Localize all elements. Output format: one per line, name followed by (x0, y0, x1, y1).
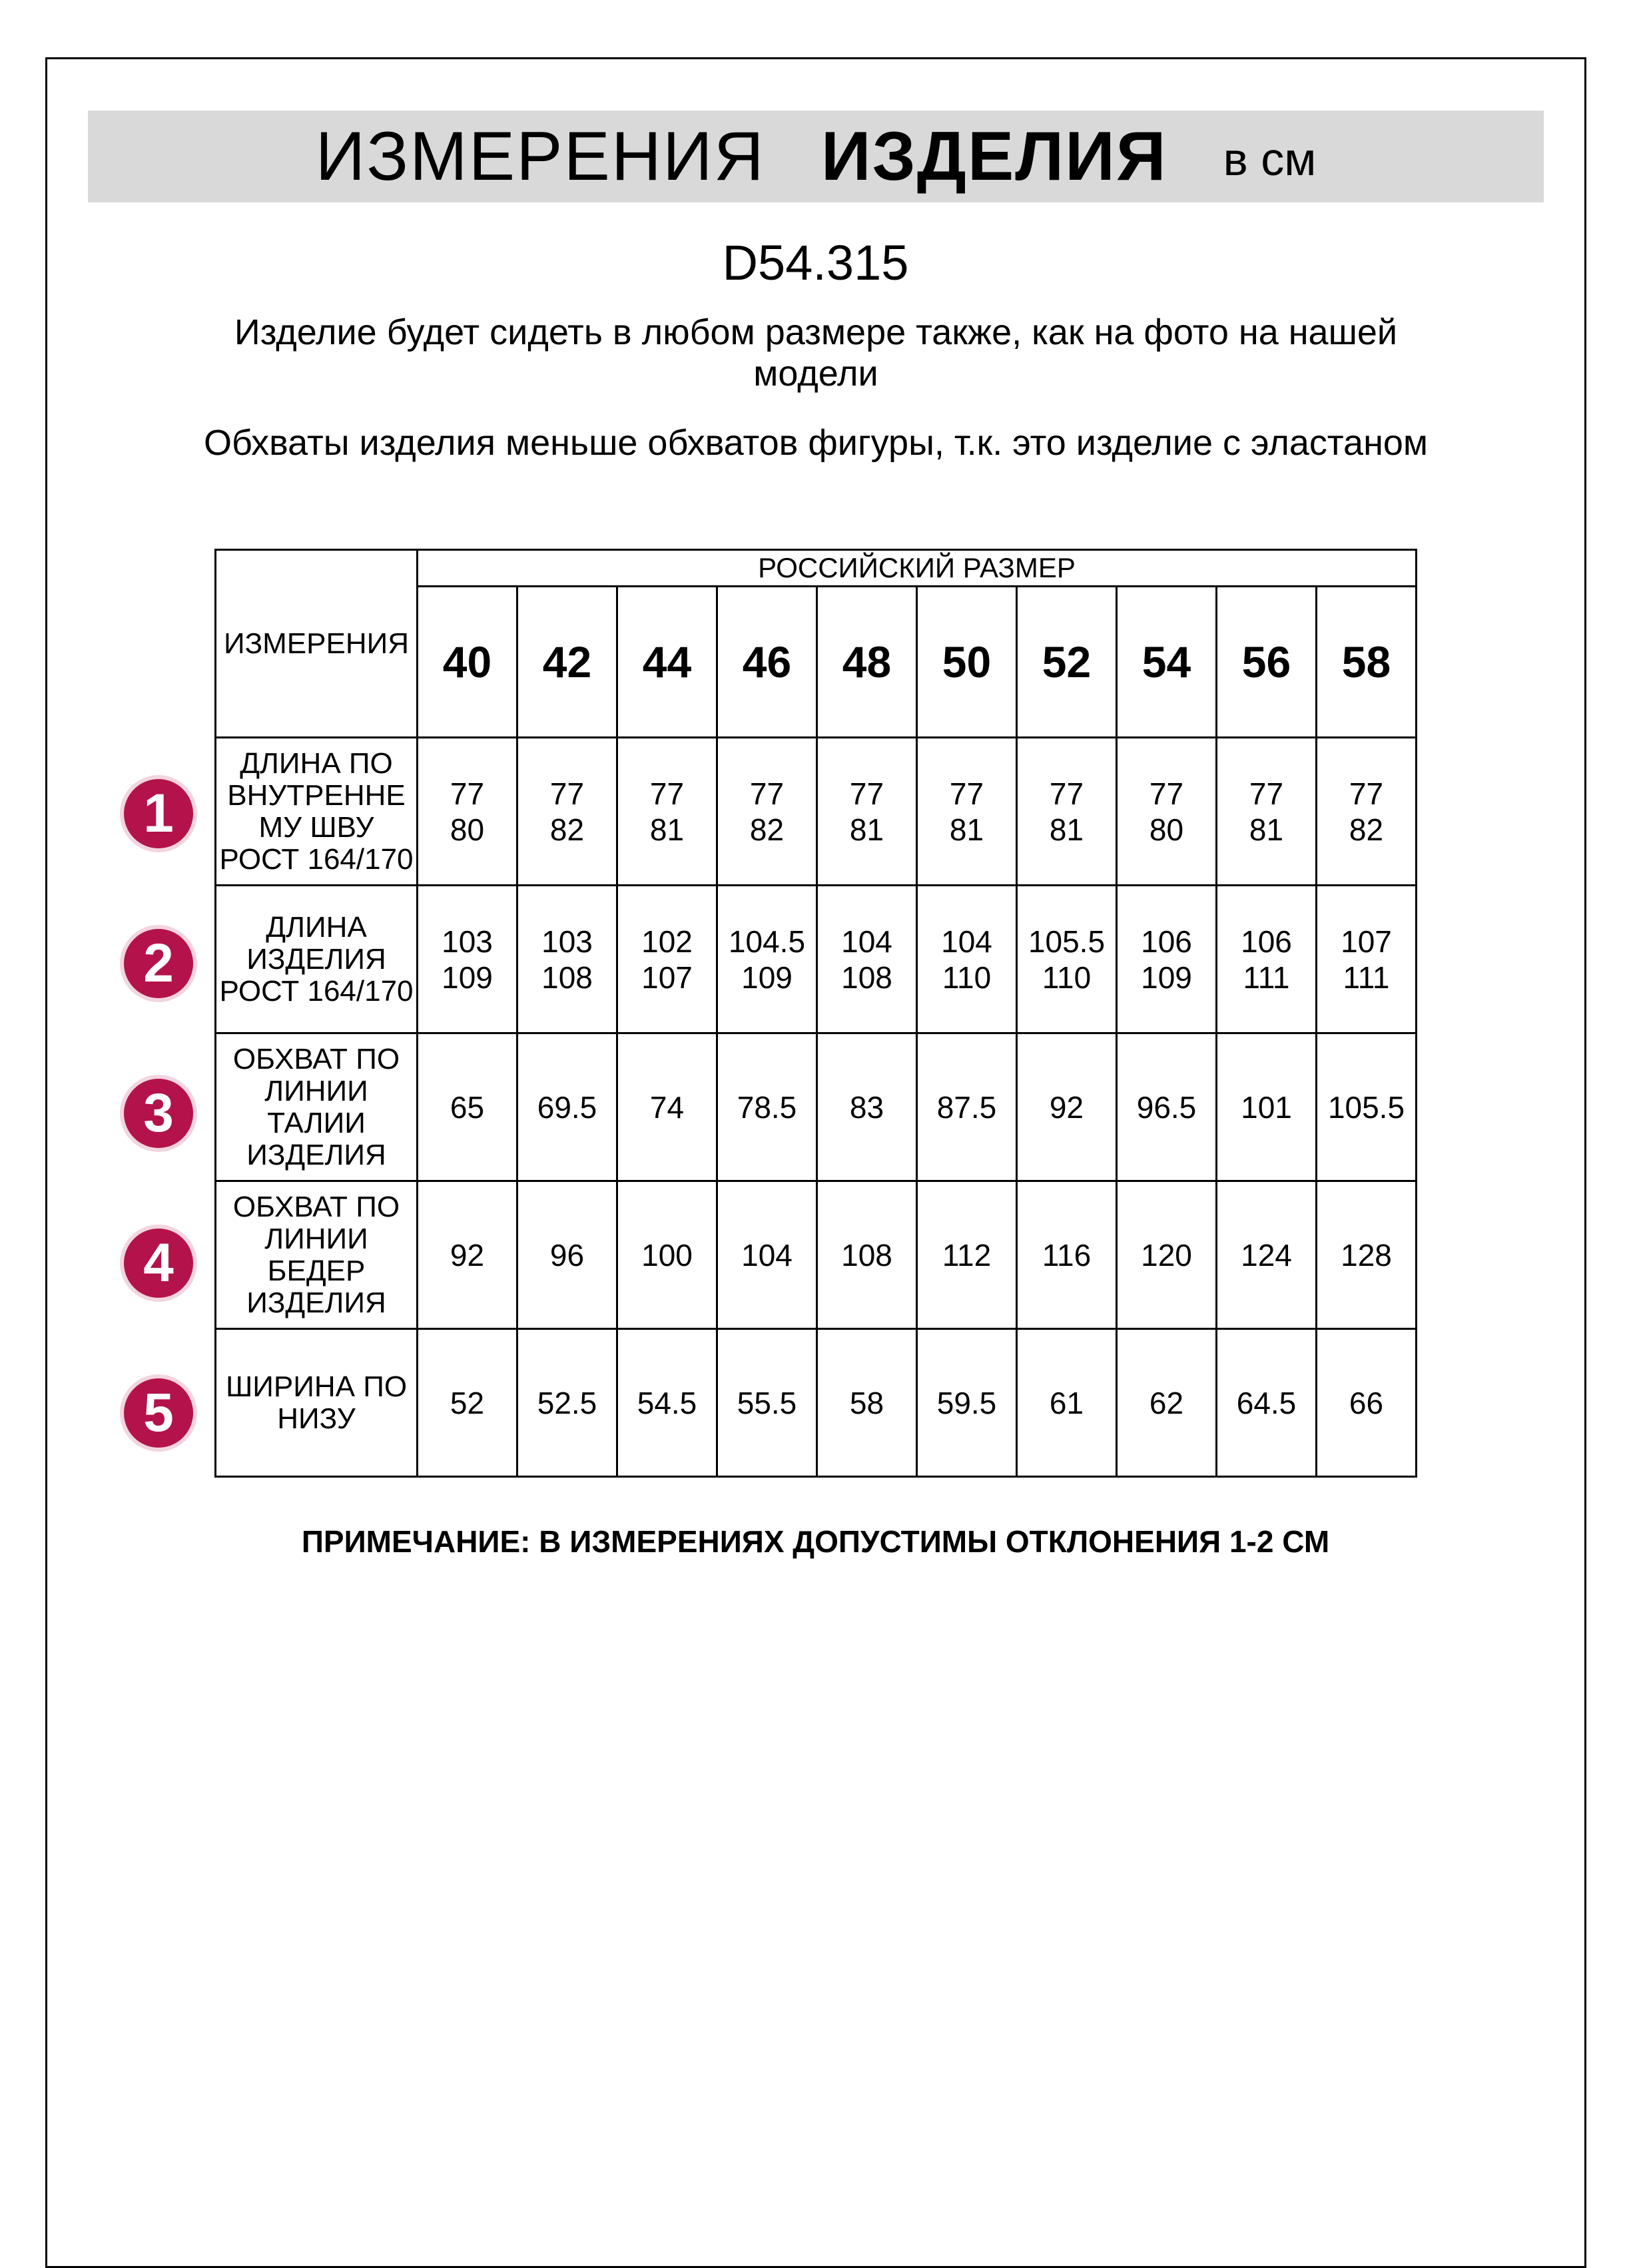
value-line: 128 (1341, 1237, 1392, 1273)
group-header: РОССИЙСКИЙ РАЗМЕР (418, 550, 1417, 587)
value-cell (1117, 886, 1217, 1033)
value-cell (717, 886, 817, 1033)
row-number-badge: 3 (120, 1075, 197, 1152)
value-line: 62 (1149, 1385, 1184, 1420)
size-table (214, 549, 1417, 1478)
size-header-46: 46 (717, 587, 817, 738)
value-line: 116 (1042, 1237, 1092, 1273)
value-cell (717, 1033, 817, 1181)
value-cell (1317, 738, 1417, 886)
row-label-line: ДЛИНА (266, 910, 367, 944)
value-line: 81 (649, 812, 685, 847)
corner-label: ИЗМЕРЕНИЯ (216, 550, 418, 738)
value-cell (1317, 886, 1417, 1033)
value-line: 77 (949, 776, 984, 811)
title-regular: ИЗМЕРЕНИЯ (315, 117, 765, 195)
value-cell (1317, 1329, 1417, 1477)
value-line: 83 (849, 1089, 884, 1125)
value-line: 108 (841, 960, 892, 995)
value-line: 65 (450, 1089, 485, 1125)
value-cell (1017, 1329, 1117, 1477)
value-line: 111 (1243, 960, 1290, 995)
value-cell (418, 886, 517, 1033)
value-cell (1217, 1181, 1317, 1329)
value-cell (1117, 1329, 1217, 1477)
table-row (216, 738, 1417, 886)
size-header-58: 58 (1317, 587, 1417, 738)
value-cell (1217, 886, 1317, 1033)
value-cell (517, 1329, 617, 1477)
value-line: 77 (1049, 776, 1084, 811)
value-line: 105.5 (1028, 924, 1106, 959)
value-cell (817, 1033, 917, 1181)
value-line: 107 (641, 960, 693, 995)
value-cell (418, 738, 517, 886)
value-line: 102 (641, 924, 693, 959)
value-line: 109 (741, 960, 793, 995)
value-cell (1317, 1033, 1417, 1181)
row-label-line: ТАЛИИ (267, 1106, 366, 1139)
value-line: 77 (1349, 776, 1384, 811)
table-row (216, 1181, 1417, 1329)
value-cell (717, 1181, 817, 1329)
row-label-line: ЛИНИИ (264, 1074, 368, 1107)
value-line: 77 (849, 776, 884, 811)
value-line: 54.5 (637, 1385, 697, 1420)
value-cell (1117, 1181, 1217, 1329)
value-line: 64.5 (1236, 1385, 1297, 1420)
value-line: 59.5 (936, 1385, 997, 1420)
value-cell (1217, 1033, 1317, 1181)
value-line: 77 (549, 776, 585, 811)
value-cell (617, 1033, 717, 1181)
value-cell (517, 1181, 617, 1329)
size-header-52: 52 (1017, 587, 1117, 738)
value-cell (418, 1181, 517, 1329)
row-number-badge: 4 (120, 1225, 197, 1302)
value-line: 81 (1249, 812, 1284, 847)
value-line: 58 (849, 1385, 884, 1420)
title-bold: ИЗДЕЛИЯ (820, 117, 1167, 195)
value-line: 101 (1241, 1089, 1292, 1125)
row-label-line: ИЗДЕЛИЯ (246, 1286, 386, 1319)
row-number-badge: 2 (120, 925, 197, 1002)
value-line: 80 (1149, 812, 1184, 847)
value-line: 77 (1249, 776, 1284, 811)
value-line: 52 (450, 1385, 485, 1420)
value-line: 81 (949, 812, 984, 847)
value-line: 106 (1241, 924, 1292, 959)
value-line: 111 (1343, 960, 1390, 995)
value-line: 110 (942, 960, 992, 995)
row-label-line: ИЗДЕЛИЯ (246, 1138, 386, 1171)
value-line: 77 (1149, 776, 1184, 811)
value-line: 112 (942, 1237, 992, 1273)
value-cell (517, 1033, 617, 1181)
value-line: 82 (549, 812, 585, 847)
value-cell (1017, 1033, 1117, 1181)
value-line: 92 (450, 1237, 485, 1273)
value-cell (1017, 886, 1117, 1033)
row-label (216, 1329, 418, 1477)
value-cell (717, 738, 817, 886)
value-cell (717, 1329, 817, 1477)
product-code: D54.315 (722, 235, 909, 290)
value-line: 87.5 (936, 1089, 997, 1125)
value-line: 78.5 (737, 1089, 797, 1125)
value-line: 77 (749, 776, 785, 811)
title-band (88, 111, 1544, 202)
elastane-note: Обхваты изделия меньше обхватов фигуры, т.к. это изделие с эластаном (203, 423, 1429, 463)
table-row (216, 1033, 1417, 1181)
value-line: 81 (1049, 812, 1084, 847)
size-header-42: 42 (517, 587, 617, 738)
row-label-line: РОСТ 164/170 (219, 842, 414, 876)
value-cell (617, 886, 717, 1033)
title-unit: в см (1223, 133, 1317, 185)
value-line: 55.5 (737, 1385, 797, 1420)
value-cell (617, 1329, 717, 1477)
value-cell (1217, 738, 1317, 886)
value-line: 96.5 (1136, 1089, 1197, 1125)
value-cell (817, 738, 917, 886)
value-cell (917, 886, 1017, 1033)
value-line: 61 (1049, 1385, 1084, 1420)
value-line: 66 (1349, 1385, 1384, 1420)
value-cell (917, 1329, 1017, 1477)
size-header-40: 40 (418, 587, 517, 738)
value-line: 109 (442, 960, 493, 995)
value-line: 105.5 (1327, 1089, 1405, 1125)
row-label-line: ШИРИНА ПО (225, 1370, 408, 1403)
tolerance-footnote: ПРИМЕЧАНИЕ: В ИЗМЕРЕНИЯХ ДОПУСТИМЫ ОТКЛОНЕНИЯ 1-2 СМ (301, 1524, 1330, 1559)
value-line: 104 (941, 924, 992, 959)
row-label-line: ЛИНИИ (264, 1222, 368, 1255)
row-number-badge: 5 (120, 1374, 197, 1452)
value-cell (1017, 738, 1117, 886)
value-line: 104.5 (728, 924, 806, 959)
row-label-line: ВНУТРЕННЕ (227, 778, 406, 812)
value-line: 52.5 (537, 1385, 597, 1420)
value-line: 107 (1341, 924, 1392, 959)
table-row (216, 1329, 1417, 1477)
value-cell (917, 1033, 1017, 1181)
value-line: 96 (549, 1237, 585, 1273)
value-line: 103 (541, 924, 593, 959)
value-line: 82 (749, 812, 785, 847)
row-label-line: МУ ШВУ (258, 810, 374, 844)
value-line: 108 (541, 960, 593, 995)
value-line: 74 (649, 1089, 685, 1125)
row-number-badge: 1 (120, 775, 197, 852)
value-line: 69.5 (537, 1089, 597, 1125)
value-cell (617, 1181, 717, 1329)
value-line: 104 (841, 924, 892, 959)
size-header-50: 50 (917, 587, 1017, 738)
value-cell (1117, 738, 1217, 886)
value-line: 109 (1141, 960, 1192, 995)
value-cell (817, 886, 917, 1033)
value-cell (1017, 1181, 1117, 1329)
fit-note: Изделие будет сидеть в любом размере также, как на фото на нашей модели (234, 312, 1398, 394)
value-cell (917, 1181, 1017, 1329)
row-label-line: ДЛИНА ПО (240, 746, 393, 780)
value-line: 100 (641, 1237, 693, 1273)
value-cell (617, 738, 717, 886)
row-label-line: РОСТ 164/170 (219, 974, 414, 1007)
size-header-48: 48 (817, 587, 917, 738)
value-line: 77 (450, 776, 485, 811)
row-label (216, 886, 418, 1033)
value-cell (817, 1181, 917, 1329)
value-line: 106 (1141, 924, 1192, 959)
row-label (216, 1033, 418, 1181)
size-header-54: 54 (1117, 587, 1217, 738)
value-line: 120 (1141, 1237, 1192, 1273)
value-cell (1117, 1033, 1217, 1181)
row-label-line: ИЗДЕЛИЯ (246, 942, 386, 976)
row-label (216, 1181, 418, 1329)
value-line: 82 (1349, 812, 1384, 847)
size-header-44: 44 (617, 587, 717, 738)
row-label (216, 738, 418, 886)
row-label-line: НИЗУ (277, 1402, 356, 1435)
value-line: 108 (841, 1237, 892, 1273)
row-label-line: ОБХВАТ ПО (232, 1190, 400, 1223)
row-label-line: БЕДЕР (267, 1254, 366, 1287)
row-label-line: ОБХВАТ ПО (232, 1042, 400, 1075)
value-line: 77 (649, 776, 685, 811)
value-cell (1317, 1181, 1417, 1329)
value-cell (517, 886, 617, 1033)
value-cell (418, 1033, 517, 1181)
value-line: 92 (1049, 1089, 1084, 1125)
value-line: 81 (849, 812, 884, 847)
value-cell (917, 738, 1017, 886)
value-cell (817, 1329, 917, 1477)
value-line: 110 (1042, 960, 1092, 995)
value-cell (517, 738, 617, 886)
value-line: 103 (442, 924, 493, 959)
value-cell (1217, 1329, 1317, 1477)
table-row (216, 886, 1417, 1033)
value-cell (418, 1329, 517, 1477)
size-header-56: 56 (1217, 587, 1317, 738)
value-line: 104 (741, 1237, 793, 1273)
value-line: 80 (450, 812, 485, 847)
value-line: 124 (1241, 1237, 1292, 1273)
